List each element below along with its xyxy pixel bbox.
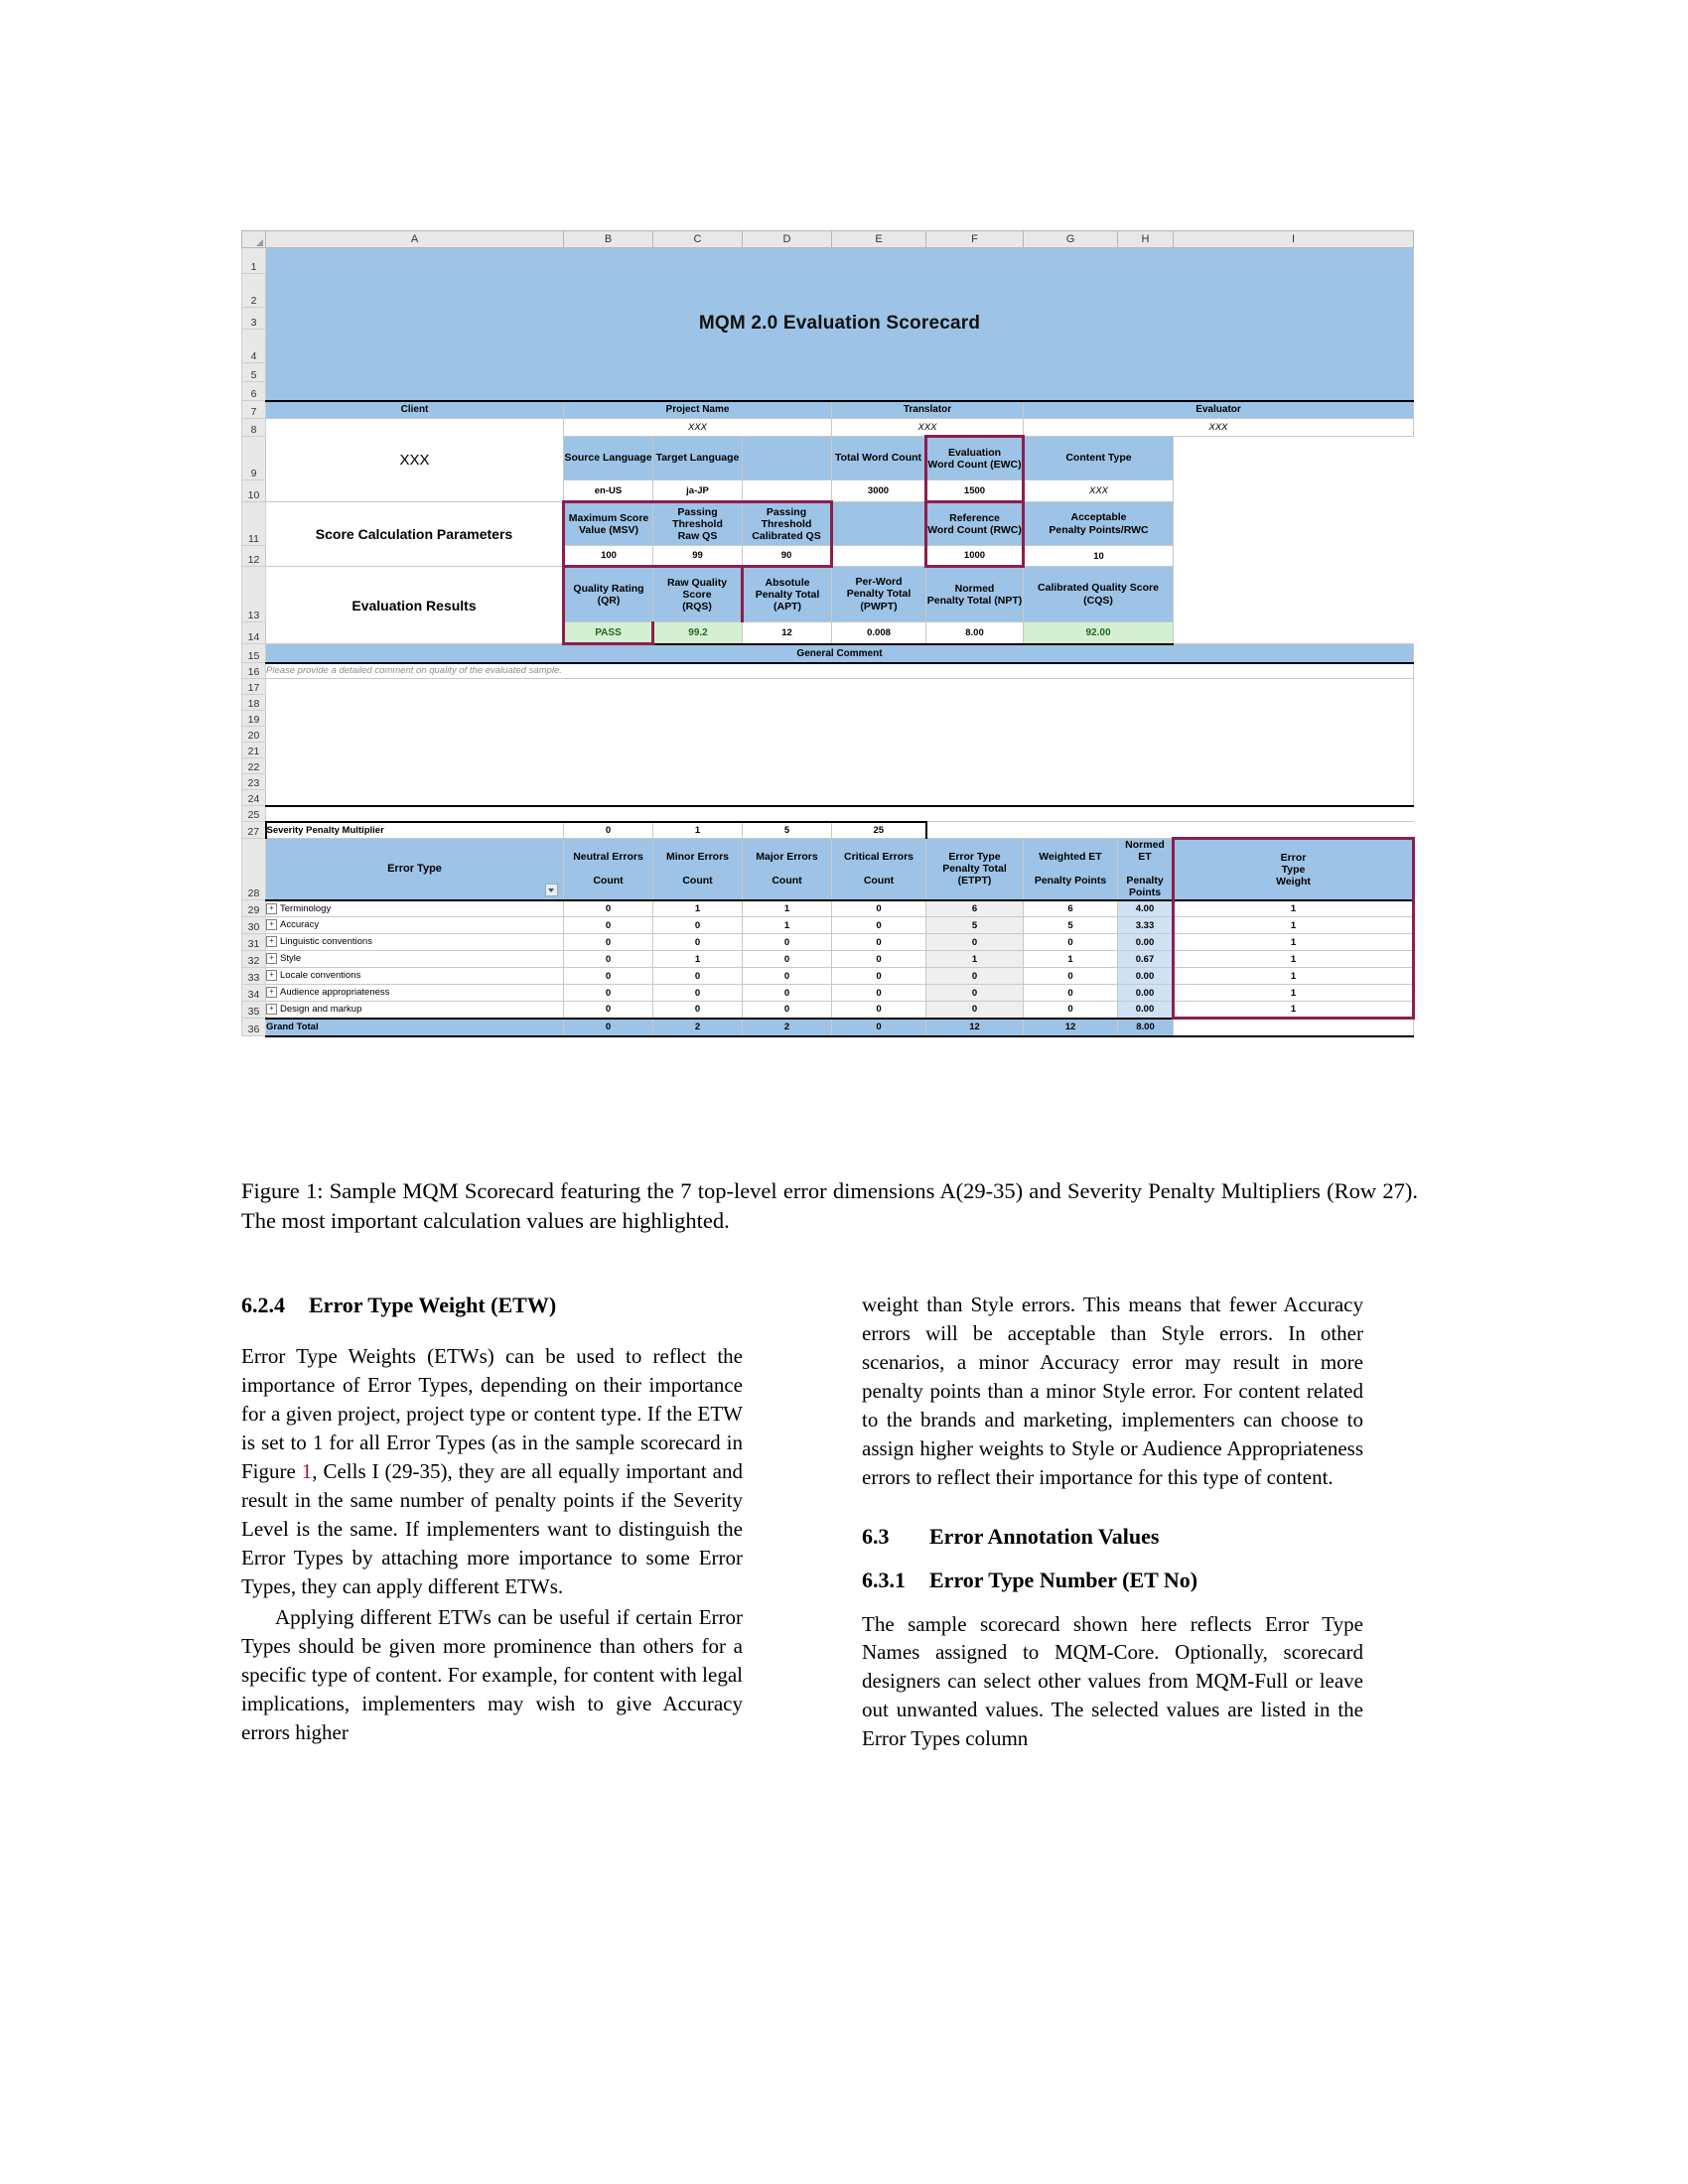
row-number-6[interactable]: 6 [242, 382, 266, 401]
spreadsheet-grid [241, 230, 1415, 1037]
row-number-4[interactable]: 4 [242, 330, 266, 363]
major-count[interactable]: 1 [743, 917, 832, 934]
minor-count[interactable]: 0 [653, 934, 743, 951]
value-source-language[interactable]: en-US [564, 480, 653, 502]
project-name-value[interactable]: XXX [564, 419, 832, 437]
etpt-value: 0 [926, 968, 1024, 985]
value-evaluation-word-count[interactable]: 1500 [926, 480, 1024, 502]
row-number-2[interactable]: 2 [242, 274, 266, 308]
row-number-34[interactable]: 34 [242, 985, 266, 1002]
major-count[interactable]: 0 [743, 934, 832, 951]
meta-header-client: Client [266, 401, 564, 419]
row-number-18[interactable]: 18 [242, 695, 266, 711]
figure-mqm-scorecard [241, 230, 1413, 1037]
empty-cell-f11 [832, 502, 926, 546]
header-reference-word-count: Reference Word Count (RWC) [926, 502, 1024, 546]
weighted-etpp-value: 1 [1024, 951, 1118, 968]
row-number-10[interactable]: 10 [242, 480, 266, 502]
empty-cell-e9 [743, 437, 832, 480]
major-count[interactable]: 1 [743, 900, 832, 917]
expand-icon[interactable]: + [266, 987, 277, 998]
etw-value[interactable]: 1 [1174, 951, 1414, 968]
header-minor-errors-count: Minor Errors Count [653, 839, 743, 900]
figure-reference-link[interactable]: 1 [301, 1459, 313, 1484]
row-number-29[interactable]: 29 [242, 900, 266, 917]
heading-624-number: 6.2.4 [241, 1293, 285, 1317]
select-all-corner[interactable] [242, 231, 266, 248]
value-per-word-penalty-total[interactable]: 0.008 [832, 622, 926, 644]
error-type-name[interactable]: + Locale conventions [266, 968, 564, 985]
heading-63-title: Error Annotation Values [929, 1523, 1160, 1549]
neutral-count[interactable]: 0 [564, 917, 653, 934]
label-evaluation-results: Evaluation Results [266, 567, 564, 644]
header-normed-penalty-total: Normed Penalty Total (NPT) [926, 567, 1024, 622]
meta-header-translator: Translator [832, 401, 1024, 419]
weighted-etpp-value: 0 [1024, 985, 1118, 1002]
error-type-name[interactable]: + Audience appropriateness [266, 985, 564, 1002]
meta-header-project-name: Project Name [564, 401, 832, 419]
major-count[interactable]: 0 [743, 968, 832, 985]
weighted-etpp-value: 0 [1024, 934, 1118, 951]
etw-value[interactable]: 1 [1174, 1002, 1414, 1019]
expand-icon[interactable]: + [266, 919, 277, 930]
blank-separator-row [266, 806, 1414, 822]
value-calibrated-quality-score[interactable]: 92.00 [1024, 622, 1174, 644]
value-normed-penalty-total[interactable]: 8.00 [926, 622, 1024, 644]
grand-total-label: Grand Total [266, 1019, 564, 1036]
heading-624 [241, 1291, 743, 1320]
empty-cell-f12 [832, 546, 926, 567]
row-number-28[interactable]: 28 [242, 839, 266, 900]
table-row[interactable] [242, 951, 1414, 968]
expand-icon[interactable]: + [266, 970, 277, 981]
critical-count[interactable]: 0 [832, 985, 926, 1002]
meta-header-evaluator: Evaluator [1024, 401, 1414, 419]
etpt-value: 6 [926, 900, 1024, 917]
normed-etpp-value: 0.00 [1118, 1002, 1174, 1019]
critical-count[interactable]: 0 [832, 1002, 926, 1019]
grand-total-row [242, 1019, 1414, 1036]
neutral-count[interactable]: 0 [564, 1002, 653, 1019]
neutral-count[interactable]: 0 [564, 968, 653, 985]
column-header-F[interactable]: F [926, 231, 1024, 248]
row-number-5[interactable]: 5 [242, 363, 266, 382]
translator-value[interactable]: XXX [832, 419, 1024, 437]
value-acceptable-penalty-points[interactable]: 10 [1024, 546, 1174, 567]
row-number-22[interactable]: 22 [242, 758, 266, 774]
row-number-9[interactable]: 9 [242, 437, 266, 480]
heading-631 [862, 1566, 1363, 1595]
etpt-value: 0 [926, 934, 1024, 951]
table-row[interactable] [242, 985, 1414, 1002]
severity-multiplier-minor[interactable]: 1 [653, 822, 743, 839]
minor-count[interactable]: 0 [653, 968, 743, 985]
minor-count[interactable]: 1 [653, 900, 743, 917]
weighted-etpp-value: 5 [1024, 917, 1118, 934]
grand-total-neutral: 0 [564, 1019, 653, 1036]
normed-etpp-value: 4.00 [1118, 900, 1174, 917]
grand-total-major: 2 [743, 1019, 832, 1036]
row-number-30[interactable]: 30 [242, 917, 266, 934]
paragraph-etw-1b: , Cells I (29-35), they are all equally important and result in the same number of penalty points if the Severity Level is the same. If implementers want to distinguish the Error Types by attaching more importance to some Error Types, they can apply different ETWs. [241, 1459, 743, 1599]
header-per-word-penalty-total: Per-Word Penalty Total (PWPT) [832, 567, 926, 622]
normed-etpp-value: 0.00 [1118, 934, 1174, 951]
row-number-3[interactable]: 3 [242, 308, 266, 330]
header-major-errors-count: Major Errors Count [743, 839, 832, 900]
normed-etpp-value: 0.00 [1118, 985, 1174, 1002]
column-header-E[interactable]: E [832, 231, 926, 248]
grand-total-etpt: 12 [926, 1019, 1024, 1036]
table-row[interactable] [242, 900, 1414, 917]
header-absolute-penalty-total: Absotule Penalty Total (APT) [743, 567, 832, 622]
value-raw-quality-score[interactable]: 99.2 [653, 622, 743, 644]
grand-total-minor: 2 [653, 1019, 743, 1036]
error-type-name[interactable]: + Terminology [266, 900, 564, 917]
header-general-comment: General Comment [266, 644, 1414, 663]
column-header-A[interactable]: A [266, 231, 564, 248]
header-evaluation-word-count: Evaluation Word Count (EWC) [926, 437, 1024, 480]
row-number-31[interactable]: 31 [242, 934, 266, 951]
paragraph-weight-continuation: weight than Style errors. This means that fewer Accuracy errors will be acceptable than Style errors. In other scenarios, a minor Accuracy error may result in more penalty points than a minor Style error. For content related to the brands and marketing, implementers can choose to assign higher weights to Style or Audience Appropriateness errors to reflect their importance for this type of content. [862, 1293, 1363, 1489]
row-number-15[interactable]: 15 [242, 644, 266, 663]
column-header-row [242, 231, 1414, 248]
row-number-12[interactable]: 12 [242, 546, 266, 567]
header-passing-threshold-raw: Passing Threshold Raw QS [653, 502, 743, 546]
heading-631-number: 6.3.1 [862, 1568, 906, 1593]
value-quality-rating[interactable]: PASS [564, 622, 653, 644]
heading-63 [862, 1522, 1363, 1552]
empty-cell-e10 [743, 480, 832, 502]
normed-etpp-value: 0.00 [1118, 968, 1174, 985]
grand-total-wetpp: 12 [1024, 1019, 1118, 1036]
grand-total-netpp: 8.00 [1118, 1019, 1174, 1036]
column-header-D[interactable]: D [743, 231, 832, 248]
header-raw-quality-score: Raw Quality Score (RQS) [653, 567, 743, 622]
header-error-type-weight: Error Type Weight [1174, 839, 1414, 900]
row-number-23[interactable]: 23 [242, 774, 266, 790]
column-header-B[interactable]: B [564, 231, 653, 248]
severity-multiplier-critical[interactable]: 25 [832, 822, 926, 839]
etpt-value: 1 [926, 951, 1024, 968]
value-total-word-count[interactable]: 3000 [832, 480, 926, 502]
paragraph-etw-1a: Error Type Weights (ETWs) can be used to reflect the importance of Error Types, depending on their importance for a given project, project type or content type. If the ETW is set to 1 for all Error Types (as in the sample scorecard in Figure [241, 1344, 743, 1484]
row-number-32[interactable]: 32 [242, 951, 266, 968]
paragraph-etw-2: Applying different ETWs can be useful if certain Error Types should be given more prominence than others for a specific type of content. For example, for content with legal implications, implementers may wish to give Accuracy errors higher [241, 1605, 743, 1744]
weighted-etpp-value: 0 [1024, 968, 1118, 985]
row-number-27[interactable]: 27 [242, 822, 266, 839]
label-score-calculation-parameters: Score Calculation Parameters [266, 502, 564, 567]
header-neutral-errors-count: Neutral Errors Count [564, 839, 653, 900]
row-number-7[interactable]: 7 [242, 401, 266, 419]
normed-etpp-value: 0.67 [1118, 951, 1174, 968]
row-number-1[interactable]: 1 [242, 248, 266, 274]
normed-etpp-value: 3.33 [1118, 917, 1174, 934]
header-normed-et-penalty-points: Normed ET Penalty Points [1118, 839, 1174, 900]
value-absolute-penalty-total[interactable]: 12 [743, 622, 832, 644]
right-column [862, 1291, 1363, 1753]
row-number-21[interactable]: 21 [242, 743, 266, 758]
general-comment-input[interactable]: Please provide a detailed comment on quality of the evaluated sample. [266, 663, 1414, 679]
column-header-H[interactable]: H [1118, 231, 1174, 248]
scorecard-title: MQM 2.0 Evaluation Scorecard [266, 248, 1414, 401]
row-number-16[interactable]: 16 [242, 663, 266, 679]
table-row[interactable] [242, 917, 1414, 934]
value-msv[interactable]: 100 [564, 546, 653, 567]
header-quality-rating: Quality Rating (QR) [564, 567, 653, 622]
severity-multiplier-major[interactable]: 5 [743, 822, 832, 839]
grand-total-etw [1174, 1019, 1414, 1036]
major-count[interactable]: 0 [743, 951, 832, 968]
value-content-type[interactable]: XXX [1024, 480, 1174, 502]
critical-count[interactable]: 0 [832, 934, 926, 951]
header-error-type: Error Type [266, 839, 564, 900]
expand-icon[interactable]: + [266, 1004, 277, 1015]
header-acceptable-penalty-points: Acceptable Penalty Points/RWC [1024, 502, 1174, 546]
header-critical-errors-count: Critical Errors Count [832, 839, 926, 900]
header-target-language: Target Language [653, 437, 743, 480]
table-row[interactable] [242, 934, 1414, 951]
value-target-language[interactable]: ja-JP [653, 480, 743, 502]
row-number-24[interactable]: 24 [242, 790, 266, 806]
header-weighted-et-penalty-points: Weighted ET Penalty Points [1024, 839, 1118, 900]
error-type-name[interactable]: + Accuracy [266, 917, 564, 934]
critical-count[interactable]: 0 [832, 917, 926, 934]
expand-icon[interactable]: + [266, 903, 277, 914]
neutral-count[interactable]: 0 [564, 951, 653, 968]
header-error-type-penalty-total: Error Type Penalty Total (ETPT) [926, 839, 1024, 900]
minor-count[interactable]: 0 [653, 985, 743, 1002]
grand-total-critical: 0 [832, 1019, 926, 1036]
value-passing-threshold-calibrated[interactable]: 90 [743, 546, 832, 567]
row-number-25[interactable]: 25 [242, 806, 266, 822]
column-header-G[interactable]: G [1024, 231, 1118, 248]
neutral-count[interactable]: 0 [564, 900, 653, 917]
heading-624-title: Error Type Weight (ETW) [309, 1293, 557, 1317]
error-type-name[interactable]: + Style [266, 951, 564, 968]
etpt-value: 0 [926, 985, 1024, 1002]
header-msv: Maximum Score Value (MSV) [564, 502, 653, 546]
value-reference-word-count[interactable]: 1000 [926, 546, 1024, 567]
error-type-name[interactable]: + Design and markup [266, 1002, 564, 1019]
column-header-C[interactable]: C [653, 231, 743, 248]
etw-value[interactable]: 1 [1174, 968, 1414, 985]
value-passing-threshold-raw[interactable]: 99 [653, 546, 743, 567]
neutral-count[interactable]: 0 [564, 985, 653, 1002]
row-number-11[interactable]: 11 [242, 502, 266, 546]
evaluator-value[interactable]: XXX [1024, 419, 1414, 437]
critical-count[interactable]: 0 [832, 900, 926, 917]
etpt-value: 5 [926, 917, 1024, 934]
row-number-33[interactable]: 33 [242, 968, 266, 985]
weighted-etpp-value: 0 [1024, 1002, 1118, 1019]
table-row[interactable] [242, 1002, 1414, 1019]
etw-value[interactable]: 1 [1174, 934, 1414, 951]
row-number-17[interactable]: 17 [242, 679, 266, 695]
row-number-35[interactable]: 35 [242, 1002, 266, 1019]
expand-icon[interactable]: + [266, 953, 277, 964]
critical-count[interactable]: 0 [832, 951, 926, 968]
major-count[interactable]: 0 [743, 1002, 832, 1019]
heading-631-title: Error Type Number (ET No) [929, 1568, 1198, 1593]
header-passing-threshold-calibrated: Passing Threshold Calibrated QS [743, 502, 832, 546]
minor-count[interactable]: 1 [653, 951, 743, 968]
row-number-36[interactable]: 36 [242, 1019, 266, 1036]
table-row[interactable] [242, 968, 1414, 985]
paragraph-etw-1 [241, 1342, 743, 1601]
paragraph-et-number: The sample scorecard shown here reflects Error Type Names assigned to MQM-Core. Optionally, scorecard designers can select other values from MQM-Full or leave out unwanted values. The selected values are listed in the Error Types column [862, 1611, 1363, 1751]
severity-multiplier-neutral[interactable]: 0 [564, 822, 653, 839]
major-count[interactable]: 0 [743, 985, 832, 1002]
header-calibrated-quality-score: Calibrated Quality Score (CQS) [1024, 567, 1174, 622]
header-total-word-count: Total Word Count [832, 437, 926, 480]
critical-count[interactable]: 0 [832, 968, 926, 985]
minor-count[interactable]: 0 [653, 1002, 743, 1019]
header-content-type: Content Type [1024, 437, 1174, 480]
row-number-14[interactable]: 14 [242, 622, 266, 644]
etpt-value: 0 [926, 1002, 1024, 1019]
minor-count[interactable]: 0 [653, 917, 743, 934]
etw-value[interactable]: 1 [1174, 900, 1414, 917]
expand-icon[interactable]: + [266, 936, 277, 947]
figure-caption: Figure 1: Sample MQM Scorecard featuring the 7 top-level error dimensions A(29-35) and Severity Penalty Multipliers (Row 27). The most important calculation values are highlighted. [241, 1178, 1418, 1234]
header-source-language: Source Language [564, 437, 653, 480]
heading-63-number: 6.3 [862, 1523, 890, 1549]
etw-value[interactable]: 1 [1174, 985, 1414, 1002]
neutral-count[interactable]: 0 [564, 934, 653, 951]
general-comment-area[interactable] [266, 679, 1414, 806]
weighted-etpp-value: 6 [1024, 900, 1118, 917]
row-number-20[interactable]: 20 [242, 727, 266, 743]
row-number-8[interactable]: 8 [242, 419, 266, 437]
error-type-name[interactable]: + Linguistic conventions [266, 934, 564, 951]
left-column [241, 1291, 743, 1747]
error-type-filter-dropdown-icon[interactable] [545, 884, 558, 896]
row-number-13[interactable]: 13 [242, 567, 266, 622]
etw-value[interactable]: 1 [1174, 917, 1414, 934]
client-value-cell[interactable]: XXX [266, 419, 564, 502]
column-header-I[interactable]: I [1174, 231, 1414, 248]
label-severity-penalty-multiplier: Severity Penalty Multiplier [266, 822, 564, 839]
row-number-19[interactable]: 19 [242, 711, 266, 727]
